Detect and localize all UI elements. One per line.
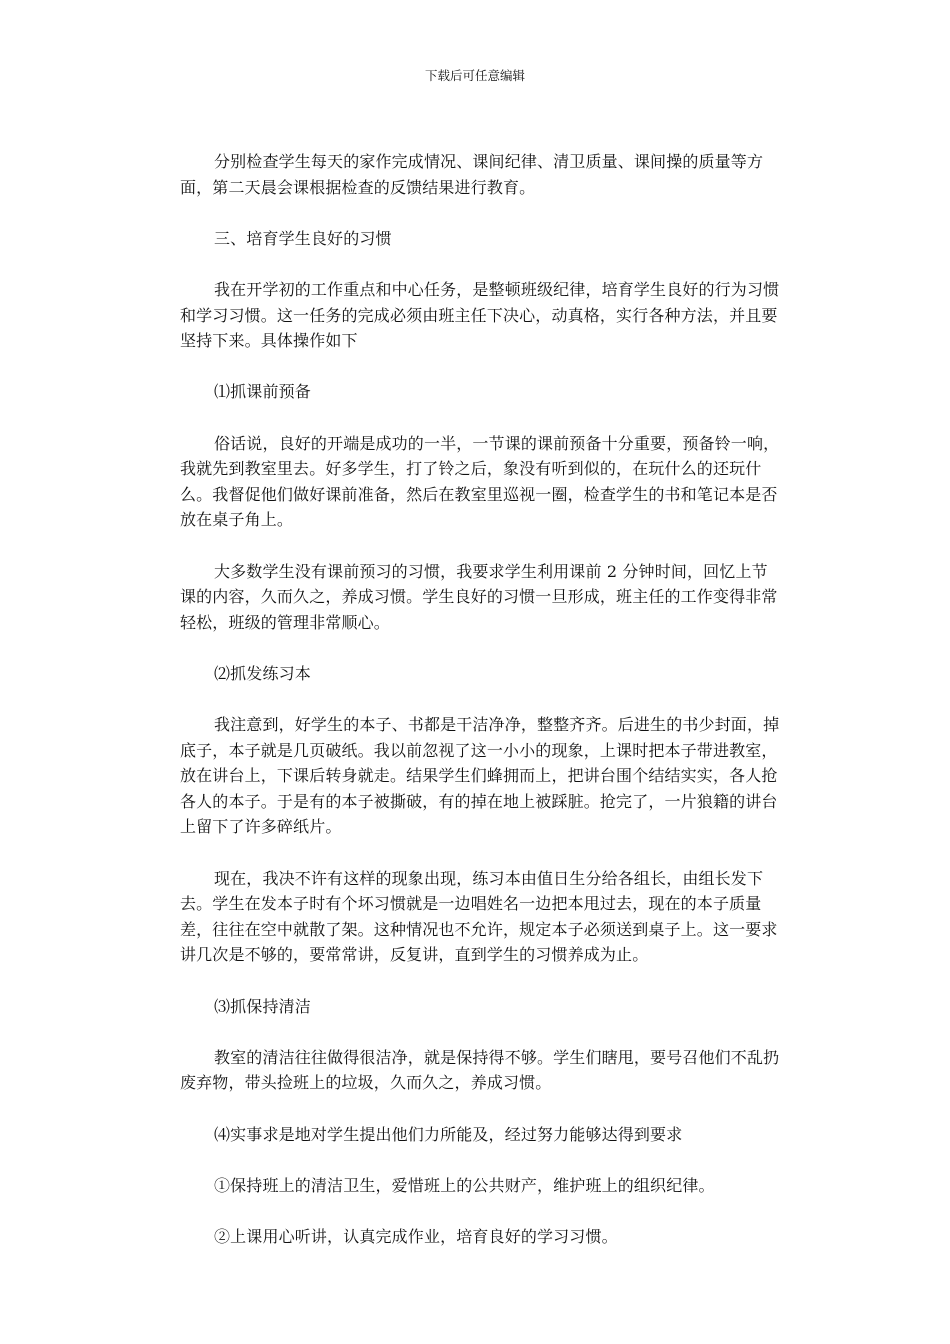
paragraph-semester-focus: 我在开学初的工作重点和中心任务，是整顿班级纪律，培育学生良好的行为习惯和学习习惯。这一任务的完成必须由班主任下决心，动真格，实行各种方法，并且要坚持下来。具体操作如下 (180, 279, 780, 351)
paragraph-exercise-books-now: 现在，我决不许有这样的现象出现，练习本由值日生分给各组长，由组长发下去。学生在发本子时有个坏习惯就是一边唱姓名一边把本甩过去，现在的本子质量差，往往在空中就散了架。这种情况也不允许，规定本子必须送到桌子上。这一要求讲几次是不够的，要常常讲，反复讲，直到学生的习惯养成为止。 (180, 868, 778, 965)
paragraph-cleanliness: 教室的清洁往往做得很洁净，就是保持得不够。学生们瞎甩，要号召他们不乱扔废弃物，带头捡班上的垃圾，久而久之，养成习惯。 (180, 1047, 780, 1093)
section-heading-habits: 三、培育学生良好的习惯 (214, 228, 392, 248)
list-item-requirement-2: ②上课用心听讲，认真完成作业，培育良好的学习习惯。 (214, 1226, 618, 1246)
paragraph-pre-class-prep: 俗话说，良好的开端是成功的一半，一节课的课前预备十分重要，预备铃一响，我就先到教室里去。好多学生，打了铃之后，象没有听到似的，在玩什么的还玩什么。我督促他们做好课前准备，然后在教室里巡视一圈，检查学生的书和笔记本是否放在桌子角上。 (180, 433, 780, 530)
paragraph-inspection: 分别检查学生每天的家作完成情况、课间纪律、清卫质量、课间操的质量等方面，第二天晨会课根据检查的反馈结果进行教育。 (180, 152, 764, 197)
subheading-cleanliness: ⑶抓保持清洁 (214, 996, 311, 1016)
page-header: 下载后可任意编辑 (424, 68, 525, 83)
subheading-realistic-requirements: ⑷实事求是地对学生提出他们力所能及，经过努力能够达得到要求 (214, 1124, 683, 1144)
subheading-exercise-books: ⑵抓发练习本 (214, 663, 311, 683)
document-body (180, 149, 780, 1250)
subheading-pre-class-prep: ⑴抓课前预备 (214, 382, 311, 402)
list-item-requirement-1: ①保持班上的清洁卫生，爱惜班上的公共财产，维护班上的组织纪律。 (214, 1175, 715, 1195)
paragraph-exercise-books-past: 我注意到，好学生的本子、书都是干洁净净，整整齐齐。后进生的书少封面，掉底子，本子就是几页破纸。我以前忽视了这一小小的现象，上课时把本子带进教室，放在讲台上，下课后转身就走。结果学生们蜂拥而上，把讲台围个结结实实，各人抢各人的本子。于是有的本子被撕破，有的掉在地上被踩脏。抢完了，一片狼籍的讲台上留下了许多碎纸片。 (180, 715, 780, 837)
paragraph-preview-habit: 大多数学生没有课前预习的习惯，我要求学生利用课前 2 分钟时间，回忆上节课的内容，久而久之，养成习惯。学生良好的习惯一旦形成，班主任的工作变得非常轻松，班级的管理非常顺心。 (180, 561, 778, 632)
